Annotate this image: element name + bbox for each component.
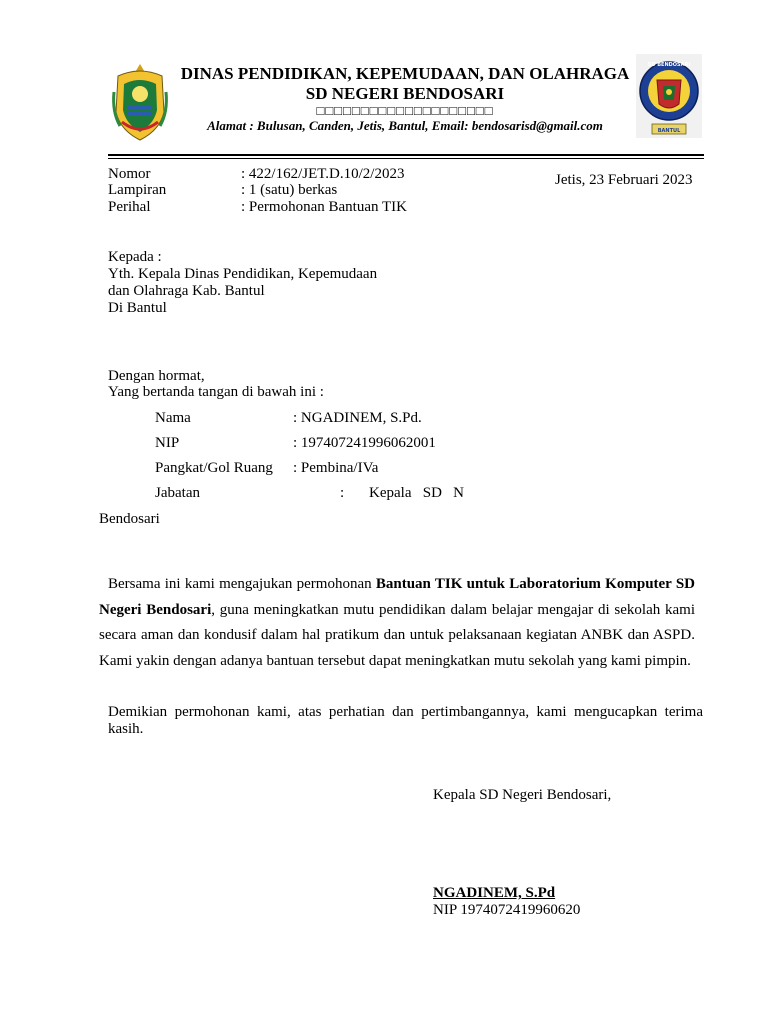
perihal-value: : Permohonan Bantuan TIK bbox=[241, 199, 407, 215]
nama-label: Nama bbox=[155, 410, 191, 426]
nomor-label: Nomor bbox=[108, 166, 151, 182]
nomor-value: : 422/162/JET.D.10/2/2023 bbox=[241, 166, 405, 182]
pangkat-label: Pangkat/Gol Ruang bbox=[155, 460, 273, 476]
greeting: Dengan hormat, bbox=[108, 368, 205, 384]
perihal-label: Perihal bbox=[108, 199, 151, 215]
pangkat-value: : Pembina/IVa bbox=[293, 460, 379, 476]
svg-text:BANTUL: BANTUL bbox=[657, 128, 681, 134]
place-date: Jetis, 23 Februari 2023 bbox=[555, 172, 693, 188]
letterhead-rule-thin bbox=[108, 158, 704, 159]
lampiran-value: : 1 (satu) berkas bbox=[241, 182, 338, 198]
nip-value: : 197407241996062001 bbox=[293, 435, 436, 451]
school-address: Alamat : Bulusan, Canden, Jetis, Bantul, Email: bendosarisd@gmail.com bbox=[207, 118, 603, 133]
jabatan-wrap: Bendosari bbox=[99, 511, 160, 527]
recipient-line-4: Di Bantul bbox=[108, 300, 167, 316]
body-paragraph-1 bbox=[99, 572, 695, 674]
recipient-line-1: Kepada : bbox=[108, 249, 162, 265]
p1-bold: Bantuan TIK untuk Laboratorium Komputer SD Negeri Bendosari bbox=[99, 576, 696, 618]
lampiran-label: Lampiran bbox=[108, 182, 167, 198]
intro-line: Yang bertanda tangan di bawah ini : bbox=[108, 384, 324, 400]
signature-name: NGADINEM, S.Pd bbox=[433, 885, 556, 901]
recipient-line-3: dan Olahraga Kab. Bantul bbox=[108, 283, 265, 299]
signature-nip: NIP 1974072419960620 bbox=[433, 902, 581, 918]
agency-name: DINAS PENDIDIKAN, KEPEMUDAAN, DAN OLAHRAGA bbox=[180, 64, 630, 83]
signature-title: Kepala SD Negeri Bendosari, bbox=[433, 787, 612, 803]
letterhead-rule-thick bbox=[108, 154, 704, 156]
body-paragraph-2: Demikian permohonan kami, atas perhatian dan pertimbangannya, kami mengucapkan terima kasih. bbox=[108, 704, 703, 737]
nip-label: NIP bbox=[155, 435, 180, 451]
jabatan-label: Jabatan bbox=[155, 485, 200, 501]
p1-end: , guna meningkatkan mutu pendidikan dalam belajar mengajar di sekolah kami secara aman dan kondusif dalam hal pratikum dan untuk pelaksanaan kegiatan ANBK dan ASPD. Kami yakin dengan adanya bantuan tersebut dapat meningkatkan mutu sekolah yang kami pimpin. bbox=[99, 601, 695, 669]
nama-value: : NGADINEM, S.Pd. bbox=[293, 410, 422, 426]
recipient-line-2: Yth. Kepala Dinas Pendidikan, Kepemudaan bbox=[108, 266, 378, 282]
jabatan-colon: : bbox=[340, 485, 345, 501]
p1-start: Bersama ini kami mengajukan permohonan bbox=[108, 576, 376, 592]
glyph-line: □□□□□□□□□□□□□□□□□□□□ bbox=[316, 103, 494, 118]
school-name: SD NEGERI BENDOSARI bbox=[305, 84, 505, 103]
jabatan-value: Kepala SD N bbox=[369, 485, 464, 501]
svg-text:SD BENDOSARI: SD BENDOSARI bbox=[647, 62, 691, 68]
